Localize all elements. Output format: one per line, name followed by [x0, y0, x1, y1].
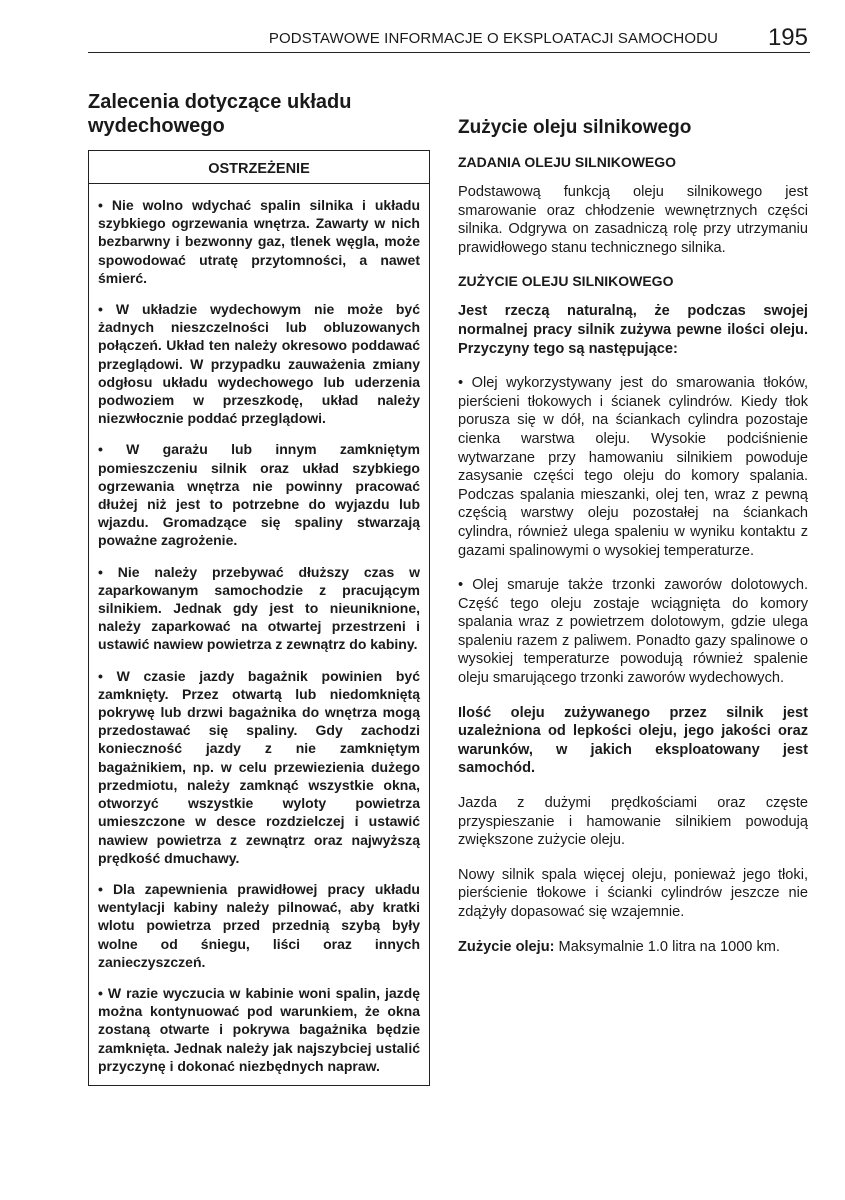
paragraph-bold: Jest rzeczą naturalną, że podczas swojej normalnej pracy silnik zużywa pewne ilości oleju. Przyczyny tego są następujące: [458, 303, 808, 357]
warning-bullet: • Dla zapewnienia prawidłowej pracy układu wentylacji kabiny należy pilnować, aby kratki wlotu powietrza przed przednią szybą były wolne od śniegu, liści oraz innych zanieczyszczeń. [98, 880, 420, 970]
subheading-oil-tasks: ZADANIA OLEJU SILNIKOWEGO [458, 154, 677, 170]
list-item: • Olej smaruje także trzonki zaworów dolotowych. Część tego oleju zostaje wciągnięta do komory spalania wraz z powietrzem dolotowym, gdzie ulega spaleniu razem z paliwem. Ponadto gazy spalinowe o wysokiej temperaturze powodują również spalenie oleju smarującego trzonki zaworów wydechowych. [458, 577, 808, 687]
warning-bullet: • W garażu lub innym zamkniętym pomieszczeniu silnik oraz układ szybkiego ogrzewania wnętrza nie powinny pracować dłużej niż jest to potrzebne do wyjazdu lub wjazdu. Gromadzące się spaliny stwarzają poważne zagrożenie. [98, 441, 420, 549]
list-item: • Olej wykorzystywany jest do smarowania tłoków, pierścieni tłokowych i ścianek cylindrów. Kiedy tłok porusza się w dół, na ściankach cylindra pozostaje cienka warstwa oleju. Wysokie podciśnienie wytwarzane przy hamowaniu silnikiem powoduje zasysanie części tego oleju do komory spalania. Podczas spalania mieszanki, olej ten, wraz z pewną częścią warstwy oleju pozostałej na ściankach cylindra, również ulega spaleniu w wyniku kontaktu z gazami spalinowymi o wysokiej temperaturze. [458, 375, 808, 559]
spec-value: Maksymalnie 1.0 litra na 1000 km. [554, 938, 780, 955]
section-title: PODSTAWOWE INFORMACJE O EKSPLOATACJI SAMOCHODU [268, 30, 718, 47]
paragraph: Jazda z dużymi prędkościami oraz częste przyspieszanie i hamowanie silnikiem powodują zwiększone zużycie oleju. [458, 795, 808, 849]
page-number: 195 [767, 24, 808, 51]
exhaust-heading: Zalecenia dotyczące układu wydechowego [88, 91, 352, 137]
warning-bullet: • Nie należy przebywać dłuższy czas w zaparkowanym samochodzie z pracującym silnikiem. Jednak gdy jest to nieuniknione, należy zaparkować na otwartej przestrzeni i ustawić nawiew powietrza z zewnątrz do kabiny. [98, 563, 420, 653]
running-header [88, 26, 810, 53]
oil-consumption-spec [458, 938, 808, 957]
warning-bullet: • Nie wolno wdychać spalin silnika i układu szybkiego ogrzewania wnętrza. Zawarty w nich bezbarwny i bezwonny gaz, tlenek węgla, może spowodować utratę przytomności, a nawet śmierć. [98, 197, 420, 286]
paragraph-bold: Ilość oleju zużywanego przez silnik jest uzależniona od lepkości oleju, jego jakości oraz warunków, w jakich eksploatowany jest samochód. [458, 704, 808, 777]
paragraph: Nowy silnik spala więcej oleju, ponieważ jego tłoki, pierścienie tłokowe i ścianki cylindrów jeszcze nie zdążyły dopasować się wzajemnie. [458, 866, 808, 920]
warning-bullet: • W razie wyczucia w kabinie woni spalin, jazdę można kontynuować pod warunkiem, że okna zostaną otwarte i pokrywa bagażnika będzie zamknięta. Jednak należy jak najszybciej ustalić przyczynę i dokonać niezbędnych napraw. [98, 984, 420, 1074]
paragraph: Podstawową funkcją oleju silnikowego jest smarowanie oraz chłodzenie wewnętrznych części silnika. Odgrywa on zasadniczą rolę przy utrzymaniu prawidłowego stanu technicznego silnika. [458, 184, 808, 256]
warning-title: OSTRZEŻENIE [89, 151, 429, 184]
warning-box [88, 150, 430, 1086]
oil-heading: Zużycie oleju silnikowego [458, 117, 692, 138]
spec-label: Zużycie oleju: [458, 938, 555, 955]
warning-bullet: • W czasie jazdy bagażnik powinien być zamknięty. Przez otwartą lub niedomkniętą pokrywę lub drzwi bagażnika do wnętrza mogą przedostawać się spaliny. Gdy zachodzi konieczność jazdy z nie zamkniętym bagażnikiem, np. w celu przewiezienia dużego przedmiotu, należy zamknąć wszystkie okna, otworzyć wszystkie wyloty powietrza umieszczone w desce rozdzielczej i ustawić nawiew powietrza z zewnątrz oraz najwyższą prędkość dmuchawy. [98, 667, 420, 866]
subheading-oil-consumption: ZUŻYCIE OLEJU SILNIKOWEGO [458, 273, 674, 290]
warning-bullet: • W układzie wydechowym nie może być żadnych nieszczelności lub obluzowanych połączeń. Układ ten należy okresowo poddawać przeglądowi. W przypadku zauważenia zmiany odgłosu układu wydechowego lub uderzenia podwoziem w przeszkodę, układ należy niezwłocznie poddać przeglądowi. [98, 301, 420, 427]
right-column [458, 116, 808, 972]
left-column [88, 90, 430, 1086]
